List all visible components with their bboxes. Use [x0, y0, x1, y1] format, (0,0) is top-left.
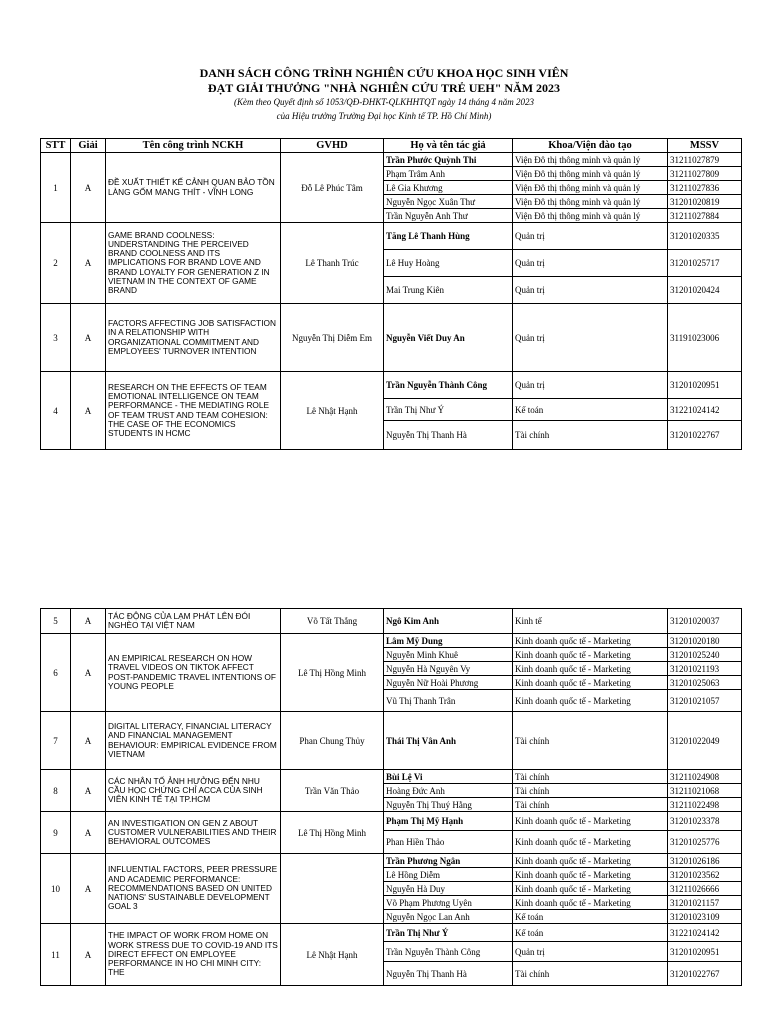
col-header-stt: STT — [41, 139, 71, 153]
award-cell: A — [71, 609, 106, 634]
project-title-cell: DIGITAL LITERACY, FINANCIAL LITERACY AND FINANCIAL MANAGEMENT BEHAVIOUR: EMPIRICAL EVIDENCE FROM VIETNAM — [106, 712, 281, 770]
author-cell: Võ Phạm Phương Uyên — [384, 896, 513, 910]
student-id-cell: 31211027879 — [668, 153, 742, 167]
author-cell: Trần Nguyễn Thành Công — [384, 942, 513, 962]
faculty-cell: Viện Đô thị thông minh và quản lý — [513, 181, 668, 195]
document-title: DANH SÁCH CÔNG TRÌNH NGHIÊN CỨU KHOA HỌC SINH VIÊN — [199, 66, 569, 80]
stt-cell: 2 — [41, 223, 71, 304]
student-id-cell: 31201023562 — [668, 868, 742, 882]
stt-cell: 11 — [41, 924, 71, 986]
table-row — [41, 924, 742, 942]
student-id-cell: 31201020424 — [668, 277, 742, 304]
author-cell: Phạm Trâm Anh — [384, 167, 513, 181]
faculty-cell: Kinh doanh quốc tế - Marketing — [513, 868, 668, 882]
student-id-cell: 31201020951 — [668, 372, 742, 399]
advisor-cell: Trần Văn Thảo — [281, 770, 384, 812]
author-cell: Mai Trung Kiên — [384, 277, 513, 304]
faculty-cell: Kinh doanh quốc tế - Marketing — [513, 676, 668, 690]
project-title-cell: TÁC ĐỘNG CỦA LẠM PHÁT LÊN ĐÓI NGHÈO TẠI VIỆT NAM — [106, 609, 281, 634]
author-cell: Phan Hiền Thảo — [384, 831, 513, 854]
faculty-cell: Quản trị — [513, 250, 668, 277]
award-cell: A — [71, 223, 106, 304]
author-cell: Trần Nguyễn Anh Thư — [384, 209, 513, 223]
faculty-cell: Kinh doanh quốc tế - Marketing — [513, 882, 668, 896]
author-cell: Nguyễn Ngọc Lan Anh — [384, 910, 513, 924]
award-cell: A — [71, 634, 106, 712]
student-id-cell: 31191023006 — [668, 304, 742, 372]
student-id-cell: 31201020951 — [668, 942, 742, 962]
faculty-cell: Tài chính — [513, 962, 668, 986]
advisor-cell: Phan Chung Thủy — [281, 712, 384, 770]
faculty-cell: Kinh doanh quốc tế - Marketing — [513, 831, 668, 854]
awards-table-page-1 — [40, 138, 742, 450]
faculty-cell: Viện Đô thị thông minh và quản lý — [513, 195, 668, 209]
table-row — [41, 153, 742, 167]
faculty-cell: Kinh doanh quốc tế - Marketing — [513, 854, 668, 868]
decision-reference: (Kèm theo Quyết định số 1053/QĐ-ĐHKT-QLKHHTQT ngày 14 tháng 4 năm 2023 — [234, 97, 534, 107]
student-id-cell: 31211027884 — [668, 209, 742, 223]
student-id-cell: 31201022767 — [668, 962, 742, 986]
stt-cell: 6 — [41, 634, 71, 712]
student-id-cell: 31211027809 — [668, 167, 742, 181]
student-id-cell: 31221024142 — [668, 399, 742, 421]
award-cell: A — [71, 372, 106, 450]
author-cell: Nguyễn Minh Khuê — [384, 648, 513, 662]
award-cell: A — [71, 770, 106, 812]
student-id-cell: 31211022498 — [668, 798, 742, 812]
student-id-cell: 31201025776 — [668, 831, 742, 854]
author-cell: Nguyễn Hà Nguyên Vy — [384, 662, 513, 676]
faculty-cell: Viện Đô thị thông minh và quản lý — [513, 153, 668, 167]
lead-author-cell: Trần Phương Ngân — [384, 854, 513, 868]
table-row — [41, 712, 742, 770]
student-id-cell: 31201025240 — [668, 648, 742, 662]
faculty-cell: Quản trị — [513, 942, 668, 962]
student-id-cell: 31201021193 — [668, 662, 742, 676]
faculty-cell: Quản trị — [513, 223, 668, 250]
student-id-cell: 31201021057 — [668, 690, 742, 712]
student-id-cell: 31211024908 — [668, 770, 742, 784]
stt-cell: 3 — [41, 304, 71, 372]
table-row — [41, 372, 742, 399]
student-id-cell: 31221024142 — [668, 924, 742, 942]
faculty-cell: Kế toán — [513, 910, 668, 924]
lead-author-cell: Nguyễn Viết Duy An — [384, 304, 513, 372]
col-header-author: Họ và tên tác giả — [384, 139, 513, 153]
stt-cell: 8 — [41, 770, 71, 812]
student-id-cell: 31201020180 — [668, 634, 742, 648]
author-cell: Trần Thị Như Ý — [384, 399, 513, 421]
col-header-faculty: Khoa/Viện đào tạo — [513, 139, 668, 153]
stt-cell: 7 — [41, 712, 71, 770]
award-cell: A — [71, 153, 106, 223]
faculty-cell: Kinh doanh quốc tế - Marketing — [513, 896, 668, 910]
stt-cell: 9 — [41, 812, 71, 854]
faculty-cell: Kinh doanh quốc tế - Marketing — [513, 662, 668, 676]
lead-author-cell: Trần Thị Như Ý — [384, 924, 513, 942]
project-title-cell: AN INVESTIGATION ON GEN Z ABOUT CUSTOMER VULNERABILITIES AND THEIR BEHAVIORAL OUTCOMES — [106, 812, 281, 854]
faculty-cell: Viện Đô thị thông minh và quản lý — [513, 209, 668, 223]
student-id-cell: 31211021068 — [668, 784, 742, 798]
faculty-cell: Kinh doanh quốc tế - Marketing — [513, 648, 668, 662]
faculty-cell: Tài chính — [513, 421, 668, 450]
award-cell: A — [71, 924, 106, 986]
student-id-cell: 31201020037 — [668, 609, 742, 634]
author-cell: Nguyễn Hà Duy — [384, 882, 513, 896]
advisor-cell: Lê Nhật Hạnh — [281, 372, 384, 450]
advisor-cell: Lê Thị Hồng Minh — [281, 812, 384, 854]
table-row — [41, 223, 742, 250]
author-cell: Vũ Thị Thanh Trân — [384, 690, 513, 712]
author-cell: Nguyễn Nữ Hoài Phương — [384, 676, 513, 690]
issuer-reference: của Hiệu trưởng Trường Đại học Kinh tế TP. Hồ Chí Minh) — [276, 111, 492, 121]
col-header-giai: Giải — [71, 139, 106, 153]
award-cell: A — [71, 712, 106, 770]
advisor-cell: Đỗ Lê Phúc Tâm — [281, 153, 384, 223]
table-row — [41, 770, 742, 784]
student-id-cell: 31201022767 — [668, 421, 742, 450]
author-cell: Nguyễn Thị Thanh Hà — [384, 962, 513, 986]
student-id-cell: 31211026666 — [668, 882, 742, 896]
lead-author-cell: Phạm Thị Mỹ Hạnh — [384, 812, 513, 831]
author-cell: Lê Huy Hoàng — [384, 250, 513, 277]
faculty-cell: Kinh doanh quốc tế - Marketing — [513, 690, 668, 712]
faculty-cell: Quản trị — [513, 277, 668, 304]
student-id-cell: 31201023109 — [668, 910, 742, 924]
faculty-cell: Tài chính — [513, 798, 668, 812]
advisor-cell: Lê Nhật Hạnh — [281, 924, 384, 986]
student-id-cell: 31201025063 — [668, 676, 742, 690]
faculty-cell: Kế toán — [513, 924, 668, 942]
author-cell: Nguyễn Thị Thanh Hà — [384, 421, 513, 450]
advisor-cell — [281, 854, 384, 924]
project-title-cell: AN EMPIRICAL RESEARCH ON HOW TRAVEL VIDEOS ON TIKTOK AFFECT POST-PANDEMIC TRAVEL INTENTIONS OF YOUNG PEOPLE — [106, 634, 281, 712]
student-id-cell: 31201022049 — [668, 712, 742, 770]
author-cell: Lê Hồng Diễm — [384, 868, 513, 882]
advisor-cell: Võ Tất Thắng — [281, 609, 384, 634]
faculty-cell: Quản trị — [513, 304, 668, 372]
faculty-cell: Viện Đô thị thông minh và quản lý — [513, 167, 668, 181]
table-row — [41, 634, 742, 648]
award-cell: A — [71, 304, 106, 372]
student-id-cell: 31201026186 — [668, 854, 742, 868]
lead-author-cell: Ngô Kim Anh — [384, 609, 513, 634]
faculty-cell: Kinh tế — [513, 609, 668, 634]
faculty-cell: Kinh doanh quốc tế - Marketing — [513, 812, 668, 831]
student-id-cell: 31201023378 — [668, 812, 742, 831]
project-title-cell: GAME BRAND COOLNESS: UNDERSTANDING THE PERCEIVED BRAND COOLNESS AND ITS IMPLICATIONS FOR BRAND LOVE AND BRAND LOYALTY FOR GENERATION Z IN VIETNAM IN THE CONTEXT OF GAME BRAND — [106, 223, 281, 304]
student-id-cell: 31201020819 — [668, 195, 742, 209]
award-cell: A — [71, 854, 106, 924]
document-subtitle: ĐẠT GIẢI THƯỞNG "NHÀ NGHIÊN CỨU TRẺ UEH" NĂM 2023 — [207, 81, 561, 95]
col-header-gvhd: GVHD — [281, 139, 384, 153]
table-header-row — [41, 139, 742, 153]
table-row — [41, 812, 742, 831]
stt-cell: 10 — [41, 854, 71, 924]
advisor-cell: Lê Thị Hồng Minh — [281, 634, 384, 712]
stt-cell: 4 — [41, 372, 71, 450]
table-row — [41, 609, 742, 634]
col-header-title: Tên công trình NCKH — [106, 139, 281, 153]
author-cell: Nguyễn Ngọc Xuân Thư — [384, 195, 513, 209]
lead-author-cell: Tăng Lê Thanh Hùng — [384, 223, 513, 250]
lead-author-cell: Lâm Mỹ Dung — [384, 634, 513, 648]
student-id-cell: 31201025717 — [668, 250, 742, 277]
faculty-cell: Kế toán — [513, 399, 668, 421]
faculty-cell: Tài chính — [513, 770, 668, 784]
table-row — [41, 854, 742, 868]
project-title-cell: CÁC NHÂN TỐ ẢNH HƯỞNG ĐẾN NHU CẦU HỌC CHỨNG CHỈ ACCA CỦA SINH VIÊN KINH TẾ TẠI TP.HCM — [106, 770, 281, 812]
author-cell: Hoàng Đức Anh — [384, 784, 513, 798]
stt-cell: 5 — [41, 609, 71, 634]
table-row — [41, 304, 742, 372]
lead-author-cell: Thái Thị Vân Anh — [384, 712, 513, 770]
project-title-cell: INFLUENTIAL FACTORS, PEER PRESSURE AND ACADEMIC PERFORMANCE: RECOMMENDATIONS BASED ON UNITED NATIONS' SUSTAINABLE DEVELOPMENT GOAL 3 — [106, 854, 281, 924]
faculty-cell: Quản trị — [513, 372, 668, 399]
project-title-cell: ĐỀ XUẤT THIẾT KẾ CẢNH QUAN BẢO TỒN LÀNG GỐM MANG THÍT - VĨNH LONG — [106, 153, 281, 223]
lead-author-cell: Trần Nguyễn Thành Công — [384, 372, 513, 399]
faculty-cell: Tài chính — [513, 784, 668, 798]
stt-cell: 1 — [41, 153, 71, 223]
author-cell: Nguyễn Thị Thuý Hằng — [384, 798, 513, 812]
awards-table-page-2 — [40, 608, 742, 986]
project-title-cell: FACTORS AFFECTING JOB SATISFACTION IN A RELATIONSHIP WITH ORGANIZATIONAL COMMITMENT AND EMPLOYEES' TURNOVER INTENTION — [106, 304, 281, 372]
student-id-cell: 31201020335 — [668, 223, 742, 250]
student-id-cell: 31201021157 — [668, 896, 742, 910]
lead-author-cell: Trần Phước Quỳnh Thi — [384, 153, 513, 167]
author-cell: Lê Gia Khương — [384, 181, 513, 195]
lead-author-cell: Bùi Lệ Vi — [384, 770, 513, 784]
advisor-cell: Nguyễn Thị Diễm Em — [281, 304, 384, 372]
faculty-cell: Tài chính — [513, 712, 668, 770]
student-id-cell: 31211027836 — [668, 181, 742, 195]
advisor-cell: Lê Thanh Trúc — [281, 223, 384, 304]
col-header-mssv: MSSV — [668, 139, 742, 153]
project-title-cell: THE IMPACT OF WORK FROM HOME ON WORK STRESS DUE TO COVID-19 AND ITS DIRECT EFFECT ON EMPLOYEE PERFORMANCE IN HO CHI MINH CITY: THE — [106, 924, 281, 986]
project-title-cell: RESEARCH ON THE EFFECTS OF TEAM EMOTIONAL INTELLIGENCE ON TEAM PERFORMANCE - THE MEDIATING ROLE OF TEAM TRUST AND TEAM COHESION: THE CASE OF THE ECONOMICS STUDENTS IN HCMC — [106, 372, 281, 450]
award-cell: A — [71, 812, 106, 854]
faculty-cell: Kinh doanh quốc tế - Marketing — [513, 634, 668, 648]
